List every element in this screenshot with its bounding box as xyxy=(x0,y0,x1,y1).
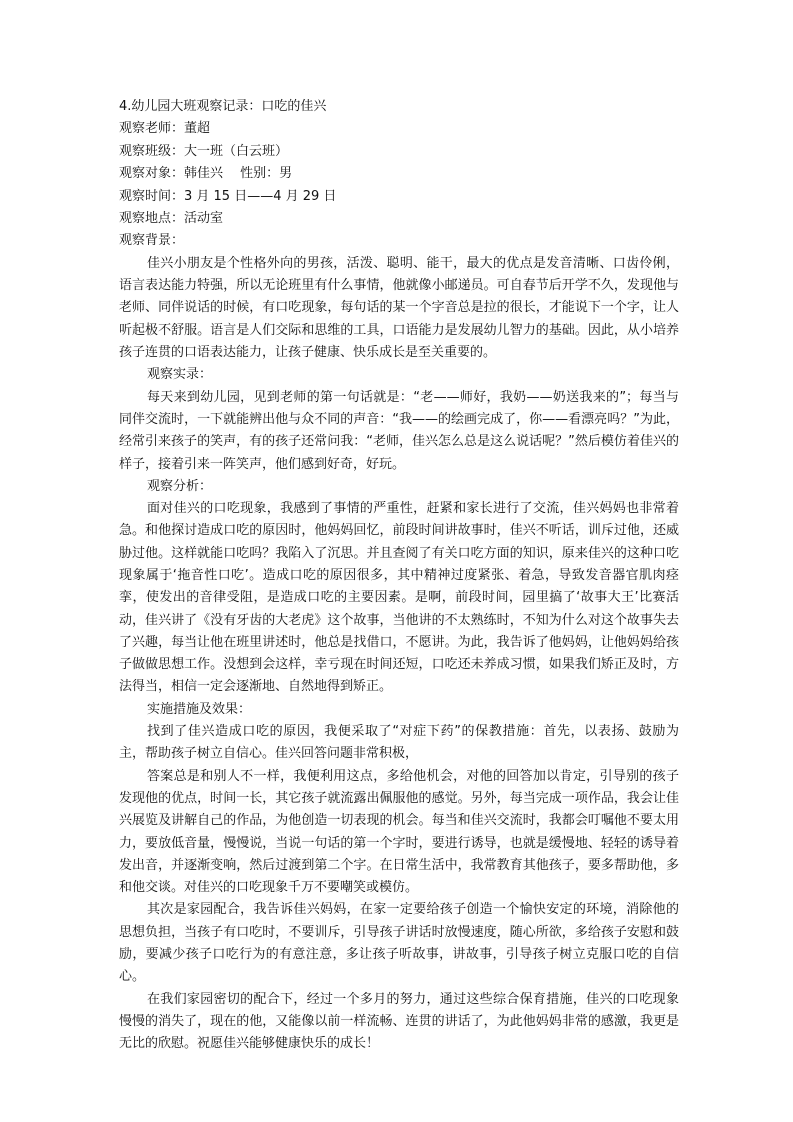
background-paragraph: 佳兴小朋友是个性格外向的男孩，活泼、聪明、能干，最大的优点是发音清晰、口齿伶俐，语言表达能力特强，所以无论班里有什么事情，他就像小邮递员。可自春节后开学不久，发现他与老师、同伴说话的时候，有口吃现象，每句话的某一个字音总是拉的很长，才能说下一个字，让人听起极不舒服。语言是人们交际和思维的工具，口语能力是发展幼儿智力的基础。因此，从小培养孩子连贯的口语表达能力，让孩子健康、快乐成长是至关重要的。 xyxy=(119,255,679,361)
observed-subject: 观察对象：韩佳兴 性别：男 xyxy=(119,166,293,182)
record-paragraph: 每天来到幼儿园，见到老师的第一句话就是：“老——师好，我奶——奶送我来的”；每当与同伴交流时，一下就能辨出他与众不同的声音：“我——的绘画完成了，你——看漂亮吗？”为此，经常引来孩子的笑声，有的孩子还常问我：“老师，佳兴怎么总是这么说话呢？”然后模仿着佳兴的样子，接着引来一阵笑声，他们感到好奇，好玩。 xyxy=(119,389,679,472)
record-label: 观察实录： xyxy=(147,367,213,383)
document-body xyxy=(119,96,679,1056)
observation-place: 观察地点：活动室 xyxy=(119,211,224,227)
document-title: 4.幼儿园大班观察记录：口吃的佳兴 xyxy=(119,99,327,114)
measures-paragraph-3: 其次是家园配合，我告诉佳兴妈妈，在家一定要给孩子创造一个愉快安定的环境，消除他的思想负担，当孩子有口吃时，不要训斥，引导孩子讲话时放慢速度，随心所欲，多给孩子安慰和鼓励，要减少孩子口吃行为的有意注意，多让孩子听故事，讲故事，引导孩子树立克服口吃的自信心。 xyxy=(119,902,679,985)
analysis-label: 观察分析： xyxy=(147,478,213,494)
measures-paragraph-1: 找到了佳兴造成口吃的原因，我便采取了“对症下药”的保教措施：首先，以表扬、鼓励为主，帮助孩子树立自信心。佳兴回答问题非常积极， xyxy=(119,724,679,762)
background-label: 观察背景： xyxy=(119,233,185,249)
observation-time: 观察时间：3 月 15 日——4 月 29 日 xyxy=(119,188,337,204)
observed-class: 观察班级：大一班（白云班） xyxy=(119,143,289,159)
measures-paragraph-2: 答案总是和别人不一样，我便利用这点，多给他机会，对他的回答加以肯定，引导别的孩子发现他的优点，时间一长，其它孩子就流露出佩服他的感觉。另外，每当完成一项作品，我会让佳兴展览及讲解自己的作品，为他创造一切表现的机会。每当和佳兴交流时，我都会叮嘱他不要太用力，要放低音量，慢慢说，当说一句话的第一个字时，要进行诱导，也就是缓慢地、轻轻的诱导着发出音，并逐渐变响，然后过渡到第二个字。在日常生活中，我常教育其他孩子，要多帮助他，多和他交谈。对佳兴的口吃现象千万不要嘲笑或模仿。 xyxy=(119,768,679,896)
measures-paragraph-4: 在我们家园密切的配合下，经过一个多月的努力，通过这些综合保育措施，佳兴的口吃现象慢慢的消失了，现在的他，又能像以前一样流畅、连贯的讲话了，为此他妈妈非常的感激，我更是无比的欣慰。祝愿佳兴能够健康快乐的成长！ xyxy=(119,991,679,1052)
analysis-paragraph: 面对佳兴的口吃现象，我感到了事情的严重性，赶紧和家长进行了交流，佳兴妈妈也非常着急。和他探讨造成口吃的原因时，他妈妈回忆，前段时间讲故事时，佳兴不听话，训斥过他，还威胁过他。这样就能口吃吗？我陷入了沉思。并且查阅了有关口吃方面的知识，原来佳兴的这种口吃现象属于‘拖音性口吃’。造成口吃的原因很多，其中精神过度紧张、着急，导致发音器官肌肉痉挛，使发出的音律受阻，是造成口吃的主要因素。是啊，前段时间，园里搞了‘故事大王’比赛活动，佳兴讲了《没有牙齿的大老虎》这个故事，当他讲的不太熟练时，不知为什么对这个故事失去了兴趣，每当让他在班里讲述时，他总是找借口，不愿讲。为此，我告诉了他妈妈，让他妈妈给孩子做做思想工作。没想到会这样，幸亏现在时间还短，口吃还未养成习惯，如果我们矫正及时，方法得当，相信一定会逐渐地、自然地得到矫正。 xyxy=(119,501,679,695)
measures-label: 实施措施及效果： xyxy=(147,701,252,717)
observer-teacher: 观察老师：董超 xyxy=(119,121,211,137)
